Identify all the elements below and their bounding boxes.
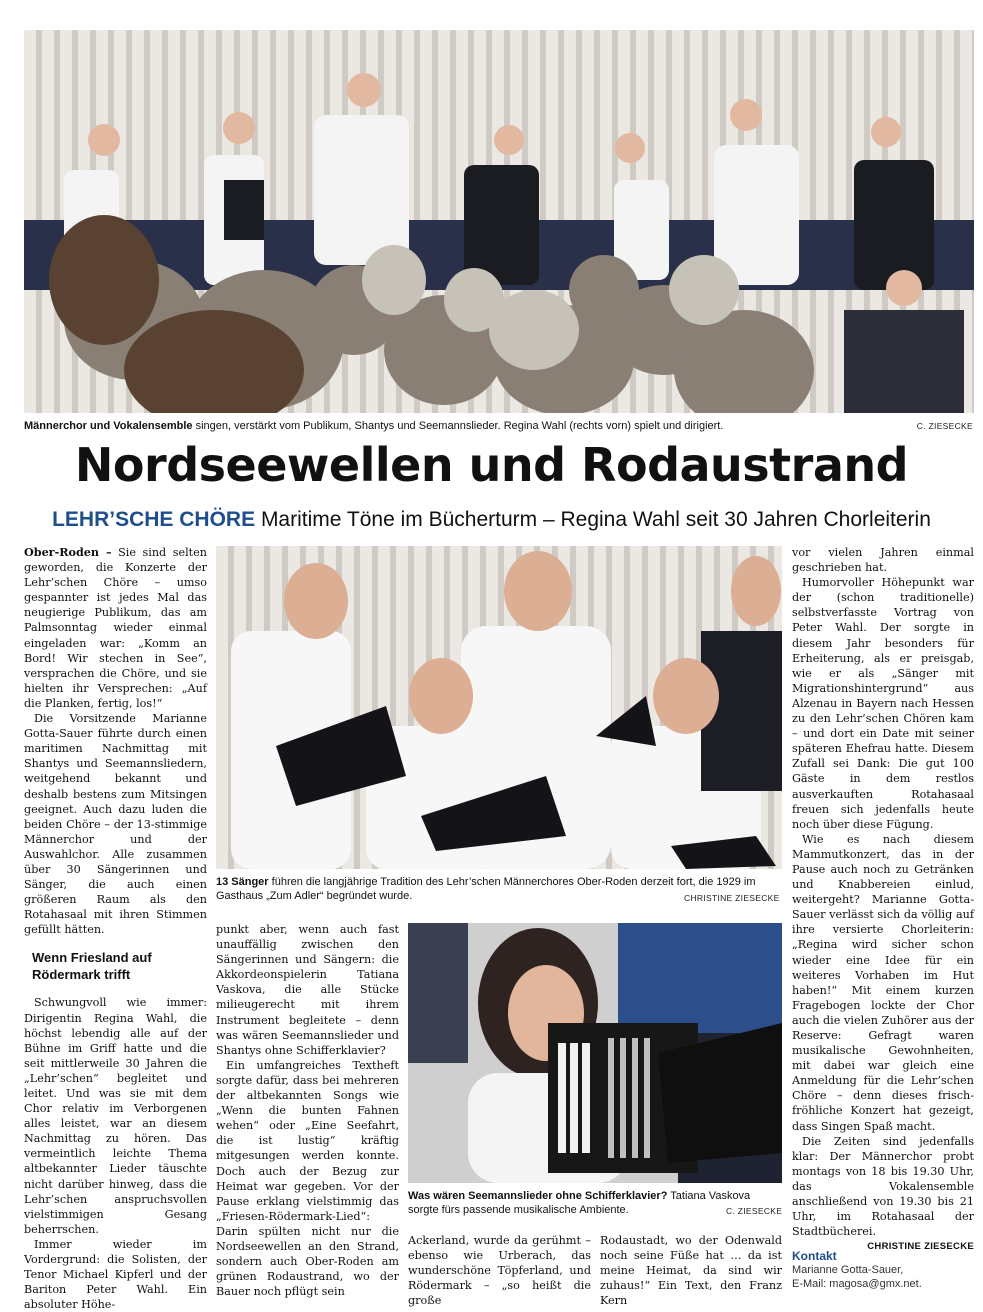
- lead-paragraph: Ober-Roden – Sie sind selten geworden, die Konzerte der Lehr’schen Chöre – umso gespannter ist jedes Mal das neugierige Publikum, das am Palmsonntag wieder einmal eingeladen war: „Komm an Bord! Wir stechen in See“, versprachen die Chöre, und sie hielten ihr Versprechen: „Auf die Planken, fertig, los!“: [24, 545, 208, 710]
- contact-box: [792, 1249, 974, 1291]
- subline: LEHR’SCHE CHÖRE Maritime Töne im Bücherturm – Regina Wahl seit 30 Jahren Chorleiterin: [52, 508, 931, 531]
- contact-email: E-Mail: magosa@gmx.net.: [792, 1278, 922, 1290]
- subheading: Wenn Friesland auf Rödermark trifft: [32, 950, 152, 983]
- contact-heading: Kontakt: [792, 1249, 837, 1263]
- accordion-photo-caption: Was wären Seemannslieder ohne Schifferklavier? Tatiana Vaskova sorgte fürs passende musikalische Ambiente.: [408, 1190, 751, 1216]
- author-byline: CHRISTINE ZIESECKE: [867, 1241, 974, 1253]
- dateline: Ober-Roden –: [24, 545, 112, 559]
- article-column-1: [24, 545, 207, 1312]
- paragraph: punkt aber, wenn auch fast unauffällig zwischen den Sängerinnen und Sängern: die Akkordeonspielerin Tatiana Vaskova, die alle Stücke milieugerecht mit ihrem Instrument begleitete – denn was wären Seemannslieder und Shantys ohne Schifferklavier?: [216, 923, 399, 1057]
- top-photo-caption: Männerchor und Vokalensemble singen, verstärkt vom Publikum, Shantys und Seemannslieder. Regina Wahl (rechts vorn) spielt und dirigiert.: [24, 420, 724, 432]
- top-photo-choir-stage: [24, 30, 974, 413]
- article-column-4: [600, 1233, 782, 1308]
- paragraph: Ein umfangreiches Textheft sorgte dafür, dass bei mehreren der altbekannten Songs wie „Wenn die bunten Fahnen wehen“ oder „Eine Seefahrt, die ist lustig“ kräftig mitgesungen werden konnte. Doch auch der Bezug zur Heimat war gegeben. Vor der Pause erklang vielstimmig das „Friesen-Rödermark-Lied“: Darin spülten nicht nur die Nordseewellen an den Strand, sondern auch Ober-Roden am grünen Rodaustrand, wo der Bauer noch pflügt sein: [216, 1058, 399, 1299]
- middle-photo-male-singers: [216, 546, 782, 869]
- paragraph: Schwungvoll wie immer: Dirigentin Regina Wahl, die höchst lebendig alle auf der Bühne im Griff hatte und die seit mittlerweile 30 Jahren die „Lehr’schen“ begleitet und leitet. Und was sie mit dem Chor relativ im Verborgenen alles leistet, war an diesem Nachmittag zu hören. Das vermeintlich leichte Thema altbekannter Lieder täuschte nicht darüber hinweg, dass die Lehr’schen anspruchsvollen vielstimmigen Gesang beherrschen.: [24, 996, 207, 1236]
- article-column-2: [216, 922, 399, 1299]
- article-column-3: [408, 1233, 591, 1308]
- paragraph: Rodaustadt, wo der Odenwald noch seine Füße hat … da ist meine Heimat, da sind wir zuhaus!“ Ein Text, den Franz Kern: [600, 1234, 782, 1308]
- middle-photo-caption: 13 Sänger führen die langjährige Tradition des Lehr’schen Männerchores Ober-Roden derzeit fort, die 1929 im Gasthaus „Zum Adler“ begründet wurde.: [216, 876, 756, 902]
- headline: Nordseewellen und Rodaustrand: [74, 438, 909, 492]
- paragraph: vor vielen Jahren einmal geschrieben hat.: [792, 546, 974, 575]
- contact-name: Marianne Gotta-Sauer,: [792, 1264, 904, 1276]
- middle-photo-credit: CHRISTINE ZIESECKE: [684, 893, 780, 903]
- accordion-player-photo: [408, 923, 782, 1183]
- article-column-5: [792, 545, 974, 1254]
- paragraph: Die Vorsitzende Marianne Gotta-Sauer führte durch einen maritimen Nachmittag mit Shantys und Seemannsliedern, weitgehend bekannt und deshalb bestens zum Mitsingen geeignet. Auch dazu luden die beiden Chöre – der 13-stimmige Männerchor und der Auswahlchor. Alle zusammen über 30 Sängerinnen und Sänger, die auch einen größeren Raum als den Rotahasaal mit ihren Stimmen gefüllt hätten.: [24, 712, 207, 937]
- kicker: LEHR’SCHE CHÖRE: [52, 508, 256, 531]
- paragraph: Ackerland, wurde da gerühmt – ebenso wie Urberach, das wunderschöne Töpferland, und Rödermark – „so heißt die große: [408, 1234, 591, 1308]
- paragraph: Immer wieder im Vordergrund: die Solisten, der Tenor Michael Kipferl und der Bariton Peter Wahl. Ein absoluter Höhe-: [24, 1237, 207, 1312]
- paragraph: Humorvoller Höhepunkt war der (schon traditionelle) selbstverfasste Vortrag von Peter Wahl. Der sorgte in diesem Jahr besonders für Erheiterung, als er preisgab, wie er als „Sänger mit Migrationshintergrund“ aus Alzenau in Bayern nach Hessen zu den Lehr’schen Chören kam – und dort ein Date mit seiner späteren Ehefrau hatte. Diesem Zufall sei Dank: Die gut 100 Gäste in dem restlos ausverkauften Rotahasaal freuen sich jedenfalls heute noch über diese Fügung.: [792, 576, 974, 831]
- paragraph: Wie es nach diesem Mammutkonzert, das in der Pause auch noch zu Getränken und Knabbereien einlud, weitergeht? Marianne Gotta-Sauer verlässt sich da völlig auf ihre versierte Chorleiterin: „Regina wird sicher schon wieder eine Idee für ein weiteres Vorhaben im Hut haben!“ Mit einem kurzen Fragebogen lockte der Chor auch die vielen Zuhörer aus der Reserve: Gefragt waren musikalische Gewohnheiten, mit dabei war gleich eine Anmeldung für die Lehr’schen Chöre – denn dieses frisch-fröhliche Konzert hat gezeigt, dass Singen Spaß macht.: [792, 832, 974, 1133]
- accordion-photo-credit: C. ZIESECKE: [726, 1206, 783, 1216]
- paragraph: Die Zeiten sind jedenfalls klar: Der Männerchor probt montags von 18 bis 19.30 Uhr, das Vokalensemble anschließend von 19.30 bis 21 Uhr, im Rotahasaal der Stadtbücherei.: [792, 1134, 974, 1239]
- top-photo-credit: C. ZIESECKE: [916, 421, 973, 431]
